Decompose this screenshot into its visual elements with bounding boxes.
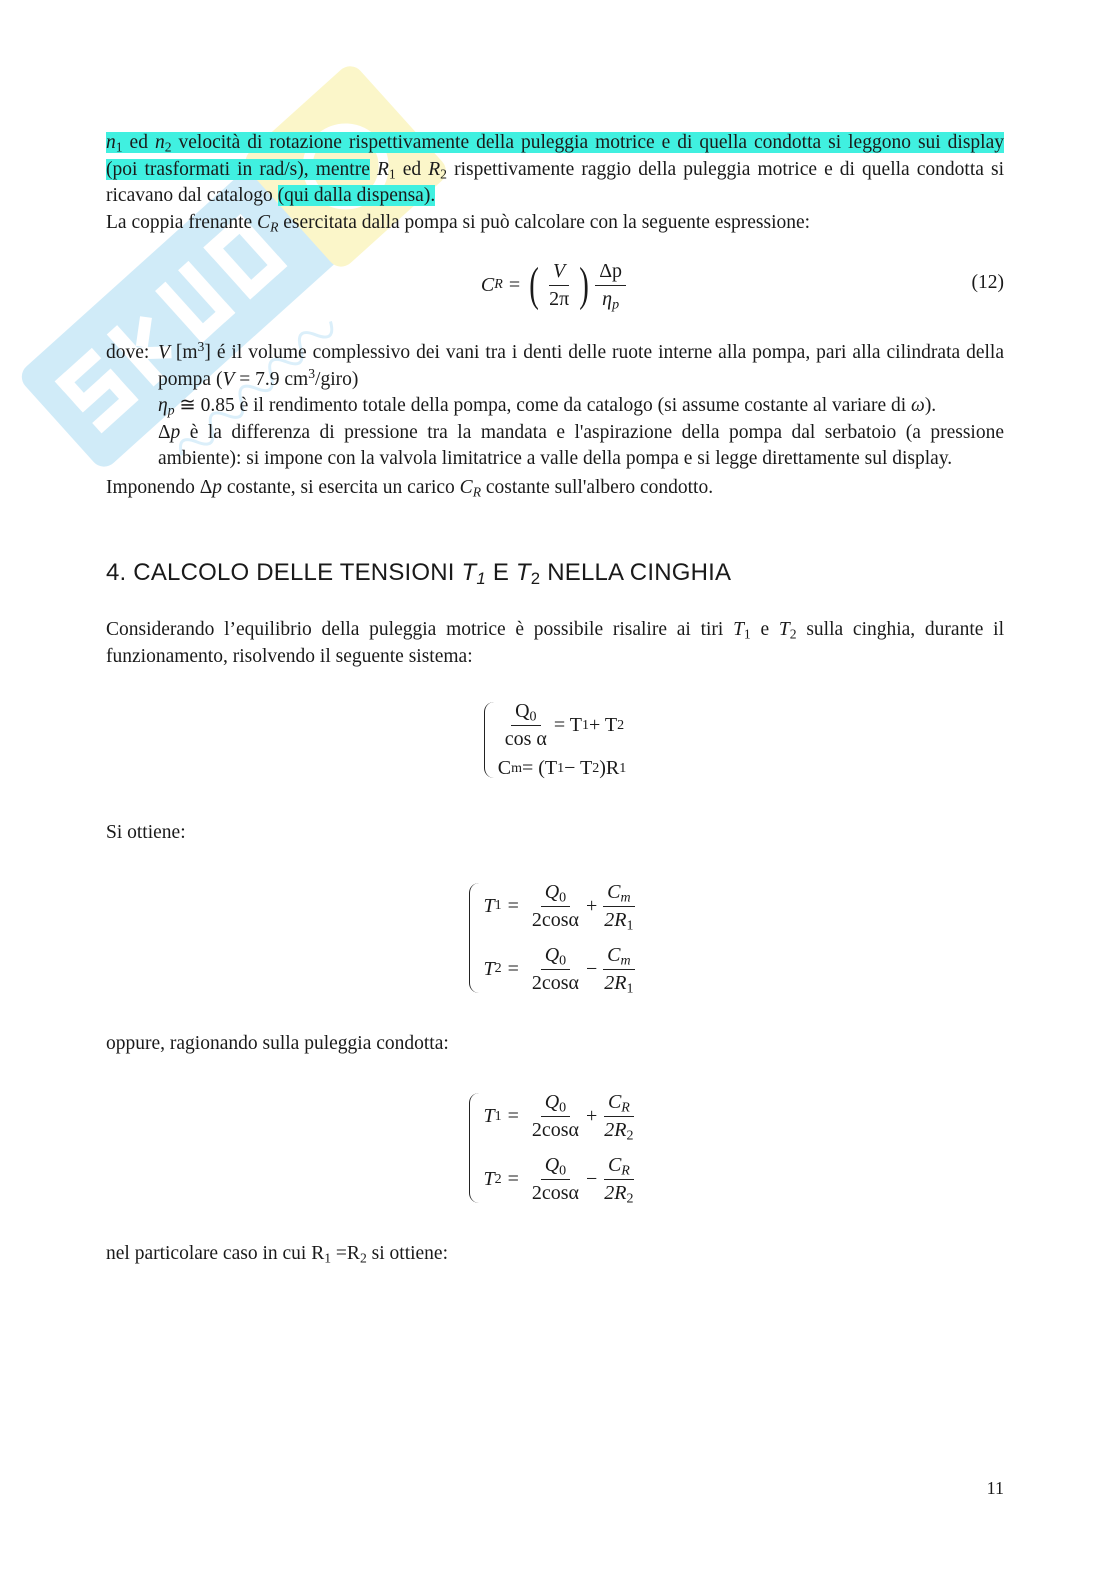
paragraph-si-ottiene: Si ottiene: bbox=[106, 822, 186, 843]
paragraph-caso-particolare: nel particolare caso in cui $R_1 =R_2$ si ottiene: bbox=[106, 1243, 449, 1266]
definition-efficiency: $\eta_p$ ≅ 0.85 è il rendimento totale della pompa, come da catalogo (si assume costante al variare di ω). bbox=[158, 395, 937, 418]
paragraph-coppia: La coppia frenante $C_R$ esercitata dalla pompa si può calcolare con la seguente espressione: bbox=[106, 211, 811, 234]
definition-volume: dove: V $[m^3]$ é il volume complessivo dei vani tra i denti delle ruote interne alla pompa, pari alla cilindrata della pompa (V = 7.9 $cm^3/giro$) bbox=[106, 339, 1004, 390]
highlight-1: $n_1$ ed $n_2$ velocità di rotazione rispettivamente della puleggia motrice e di quella condotta si leggono sui display (poi trasformati in rad/s), mentre bbox=[106, 132, 1005, 180]
equation-number: (12) bbox=[971, 272, 1004, 293]
system-equilibrium: $\frac{Q_0}{\text{cos α}}$ = T 1 + T 2 C m = (T 1 − T 2 )R 1 bbox=[106, 700, 1004, 780]
highlight-2: (qui dalla dispensa). bbox=[277, 185, 436, 206]
equation-12: C R = ( $\frac{V}{2\pi}$ ) $\frac{\Delta p}{\eta_p}$ (12) bbox=[480, 258, 1004, 312]
system-motrice: T 1 = $\frac{Q_0}{2\cos\alpha}$ + $\frac{C_m}{2R_1}$ T 2 = $\frac{Q_0}{2\cos\alpha}$ − $\frac{C_m}{2R_1}$ bbox=[106, 881, 1004, 995]
paragraph-equilibrio: Considerando l’equilibrio della puleggia motrice è possibile risalire ai tiri $T_1$ e $T_2$ sulla cinghia, durante il funzionamento, risolvendo il seguente sistema: bbox=[106, 619, 1004, 667]
paragraph-oppure: oppure, ragionando sulla puleggia condotta: bbox=[106, 1032, 449, 1054]
system-brace bbox=[469, 883, 482, 993]
system-brace bbox=[469, 1093, 482, 1203]
definitions-list bbox=[106, 340, 1004, 473]
paragraph-imponendo: Imponendo Δp costante, si esercita un carico $C_R$ costante sull'albero condotto. bbox=[106, 476, 714, 499]
system-condotta: T 1 = $\frac{Q_0}{2\cos\alpha}$ + $\frac{C_R}{2R_2}$ T 2 = $\frac{Q_0}{2\cos\alpha}$ − $\frac{C_R}{2R_2}$ bbox=[106, 1091, 1004, 1205]
system-brace bbox=[484, 702, 497, 778]
section-heading: 4. CALCOLO DELLE TENSIONI $T_1$ E $T_2$ NELLA CINGHIA bbox=[106, 559, 732, 589]
document-page bbox=[106, 130, 1004, 1268]
definition-pressure: Δp è la differenza di pressione tra la mandata e l'aspirazione della pompa dal serbatoio (a pressione ambiente): si impone con la valvola limitatrice a valle della pompa e si legge direttamente sul display. bbox=[158, 421, 1004, 469]
paragraph-velocities: $n_1$ ed $n_2$ velocità di rotazione rispettivamente della puleggia motrice e di quella condotta si leggono sui display (poi trasformati in rad/s), mentre $R_1$ ed $R_2$ rispettivamente raggio della puleggia motrice e di quella condotta si ricavano dal catalogo (qui dalla dispensa). bbox=[106, 132, 1005, 206]
page-number: 11 bbox=[986, 1478, 1004, 1498]
